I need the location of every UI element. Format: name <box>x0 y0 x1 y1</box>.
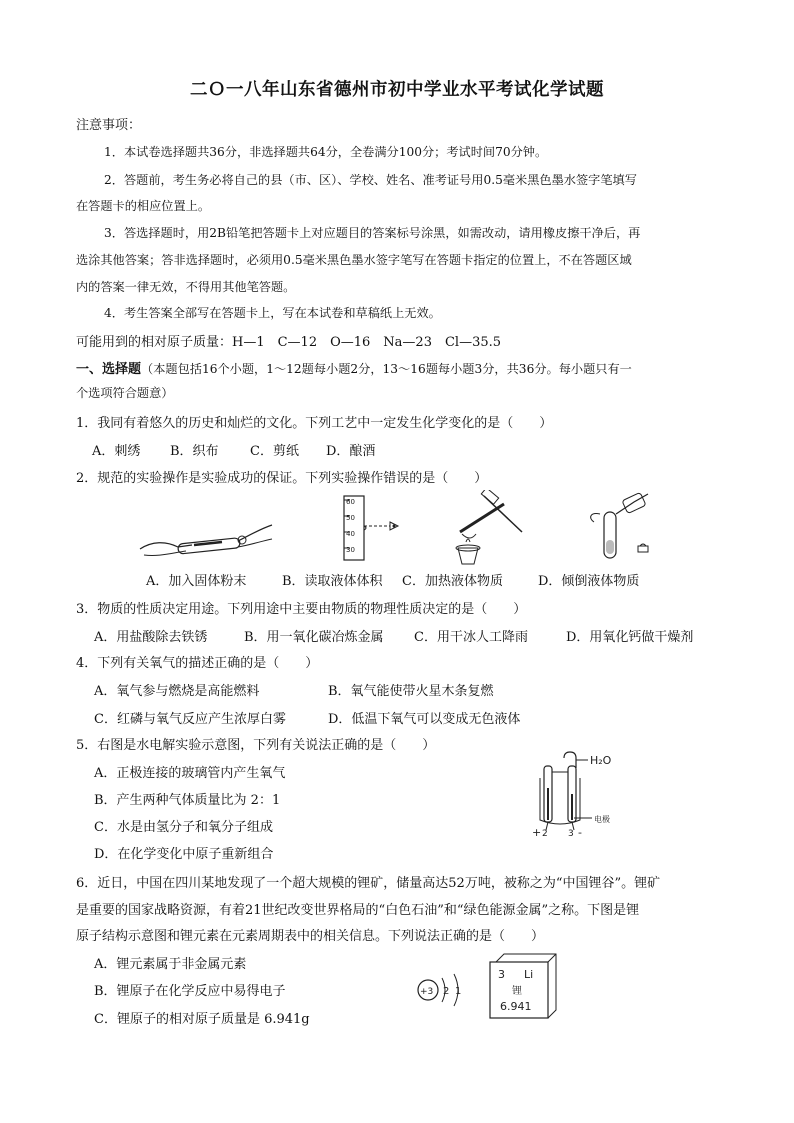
q1-option-b: B．织布 <box>170 444 219 459</box>
q3-option-b: B．用一氧化碳冶炼金属 <box>244 630 384 645</box>
note-3-cont2: 内的答案一律无效，不得用其他笔答题。 <box>76 280 296 294</box>
q4-option-b: B．氧气能使带火星木条复燃 <box>328 684 494 699</box>
pouring-liquid-figure <box>578 488 658 568</box>
q2-stem: 2．规范的实验操作是实验成功的保证。下列实验操作错误的是（ ） <box>76 471 488 486</box>
q1-stem: 1．我同有着悠久的历史和灿烂的文化。下列工艺中一定发生化学变化的是（ ） <box>76 416 553 431</box>
shell-1-electrons: 2 <box>443 986 450 997</box>
note-2-cont: 在答题卡的相应位置上。 <box>76 199 211 213</box>
q6-stem-2: 是重要的国家战略资源，有着21世纪改变世界格局的“白色石油”和“绿色能源金属”之称。下图是锂 <box>76 903 640 918</box>
lithium-atom-structure <box>414 968 470 1012</box>
q5-stem: 5．右图是水电解实验示意图，下列有关说法正确的是（ ） <box>76 738 436 753</box>
note-4: 4．考生答案全部写在答题卡上，写在本试卷和草稿纸上无效。 <box>104 306 441 320</box>
shell-2-electrons: 1 <box>455 986 462 997</box>
section-heading <box>76 358 632 377</box>
page-title: 二Ｏ一八年山东省德州市初中学业水平考试化学试题 <box>190 80 604 100</box>
electrode-label: 电极 <box>594 815 610 824</box>
note-3-cont: 选涂其他答案；答非选择题时，必须用0.5毫米黑色墨水签字笔写在答题卡指定的位置上，不在答题区域 <box>76 253 632 267</box>
note-3: 3．答选择题时，用2B铅笔把答题卡上对应题目的答案标号涂黑，如需改动，请用橡皮擦干净后，再 <box>104 226 641 240</box>
note-2: 2．答题前，考生务必将自己的县（市、区）、学校、姓名、准考证号用0.5毫米黑色墨水签字笔填写 <box>104 173 637 187</box>
minus-sign: - <box>578 826 582 838</box>
q6-stem-3: 原子结构示意图和锂元素在元素周期表中的相关信息。下列说法正确的是（ ） <box>76 929 545 944</box>
q4-option-a: A．氧气参与燃烧是高能燃料 <box>94 684 260 699</box>
plus-sign: + <box>532 826 542 838</box>
q2-option-a: A．加入固体粉末 <box>146 574 247 589</box>
q3-stem: 3．物质的性质决定用途。下列用途中主要由物质的物理性质决定的是（ ） <box>76 602 527 617</box>
notes-heading: 注意事项： <box>76 118 142 133</box>
section-title: 一、选择题 <box>76 362 142 377</box>
q5-option-a: A．正极连接的玻璃管内产生氧气 <box>94 766 286 781</box>
lithium-element-card <box>488 952 558 1020</box>
add-powder-figure <box>138 515 274 565</box>
svg-text:2: 2 <box>542 829 548 838</box>
q6-option-a: A．锂元素属于非金属元素 <box>94 957 247 972</box>
q4-option-d: D．低温下氧气可以变成无色液体 <box>328 712 521 727</box>
q3-option-d: D．用氧化钙做干燥剂 <box>566 630 694 645</box>
element-symbol: Li <box>524 968 534 981</box>
atomic-masses: 可能用到的相对原子质量：H—1 C—12 O—16 Na—23 Cl—35.5 <box>76 335 502 350</box>
section-desc: （本题包括16个小题，1～12题每小题2分，13～16题每小题3分，共36分。每小题只有一 <box>141 362 632 376</box>
element-name: 锂 <box>512 986 522 997</box>
note-1: 1．本试卷选择题共36分，非选择题共64分，全卷满分100分；考试时间70分钟。 <box>104 145 548 159</box>
q6-option-c: C．锂原子的相对原子质量是 6.941g <box>94 1012 310 1027</box>
q5-option-c: C．水是由氢分子和氧分子组成 <box>94 820 273 835</box>
electrolysis-figure <box>524 748 624 838</box>
q1-option-a: A．刺绣 <box>92 444 141 459</box>
q2-option-b: B．读取液体体积 <box>282 574 383 589</box>
q3-option-a: A．用盐酸除去铁锈 <box>94 630 208 645</box>
q4-option-c: C．红磷与氧气反应产生浓厚白雾 <box>94 712 286 727</box>
water-label: H₂O <box>590 754 612 767</box>
q5-option-b: B．产生两种气体质量比为 2：1 <box>94 793 281 808</box>
cylinder-tick-50: 50 <box>346 514 355 522</box>
q5-option-d: D．在化学变化中原子重新组合 <box>94 847 274 862</box>
atomic-number: 3 <box>498 968 505 981</box>
cylinder-tick-40: 40 <box>346 530 355 538</box>
cylinder-tick-60: 60 <box>346 498 355 506</box>
cylinder-reading-figure <box>334 494 404 564</box>
q4-stem: 4．下列有关氧气的描述正确的是（ ） <box>76 656 319 671</box>
q1-option-c: C．剪纸 <box>250 444 299 459</box>
q3-option-c: C．用干冰人工降雨 <box>414 630 528 645</box>
nucleus-charge: +3 <box>420 987 434 997</box>
cylinder-tick-30: 30 <box>346 546 355 554</box>
atomic-mass: 6.941 <box>500 1000 532 1013</box>
heating-liquid-figure <box>448 490 528 568</box>
q1-option-d: D．酿酒 <box>326 444 376 459</box>
q6-stem-1: 6．近日，中国在四川某地发现了一个超大规模的锂矿，储量高达52万吨，被称之为“中国锂谷”。锂矿 <box>76 876 661 891</box>
section-desc-cont: 个选项符合题意） <box>76 386 174 400</box>
q6-option-b: B．锂原子在化学反应中易得电子 <box>94 984 286 999</box>
q2-option-d: D．倾倒液体物质 <box>538 574 640 589</box>
svg-text:3: 3 <box>568 829 574 838</box>
q2-option-c: C．加热液体物质 <box>402 574 503 589</box>
